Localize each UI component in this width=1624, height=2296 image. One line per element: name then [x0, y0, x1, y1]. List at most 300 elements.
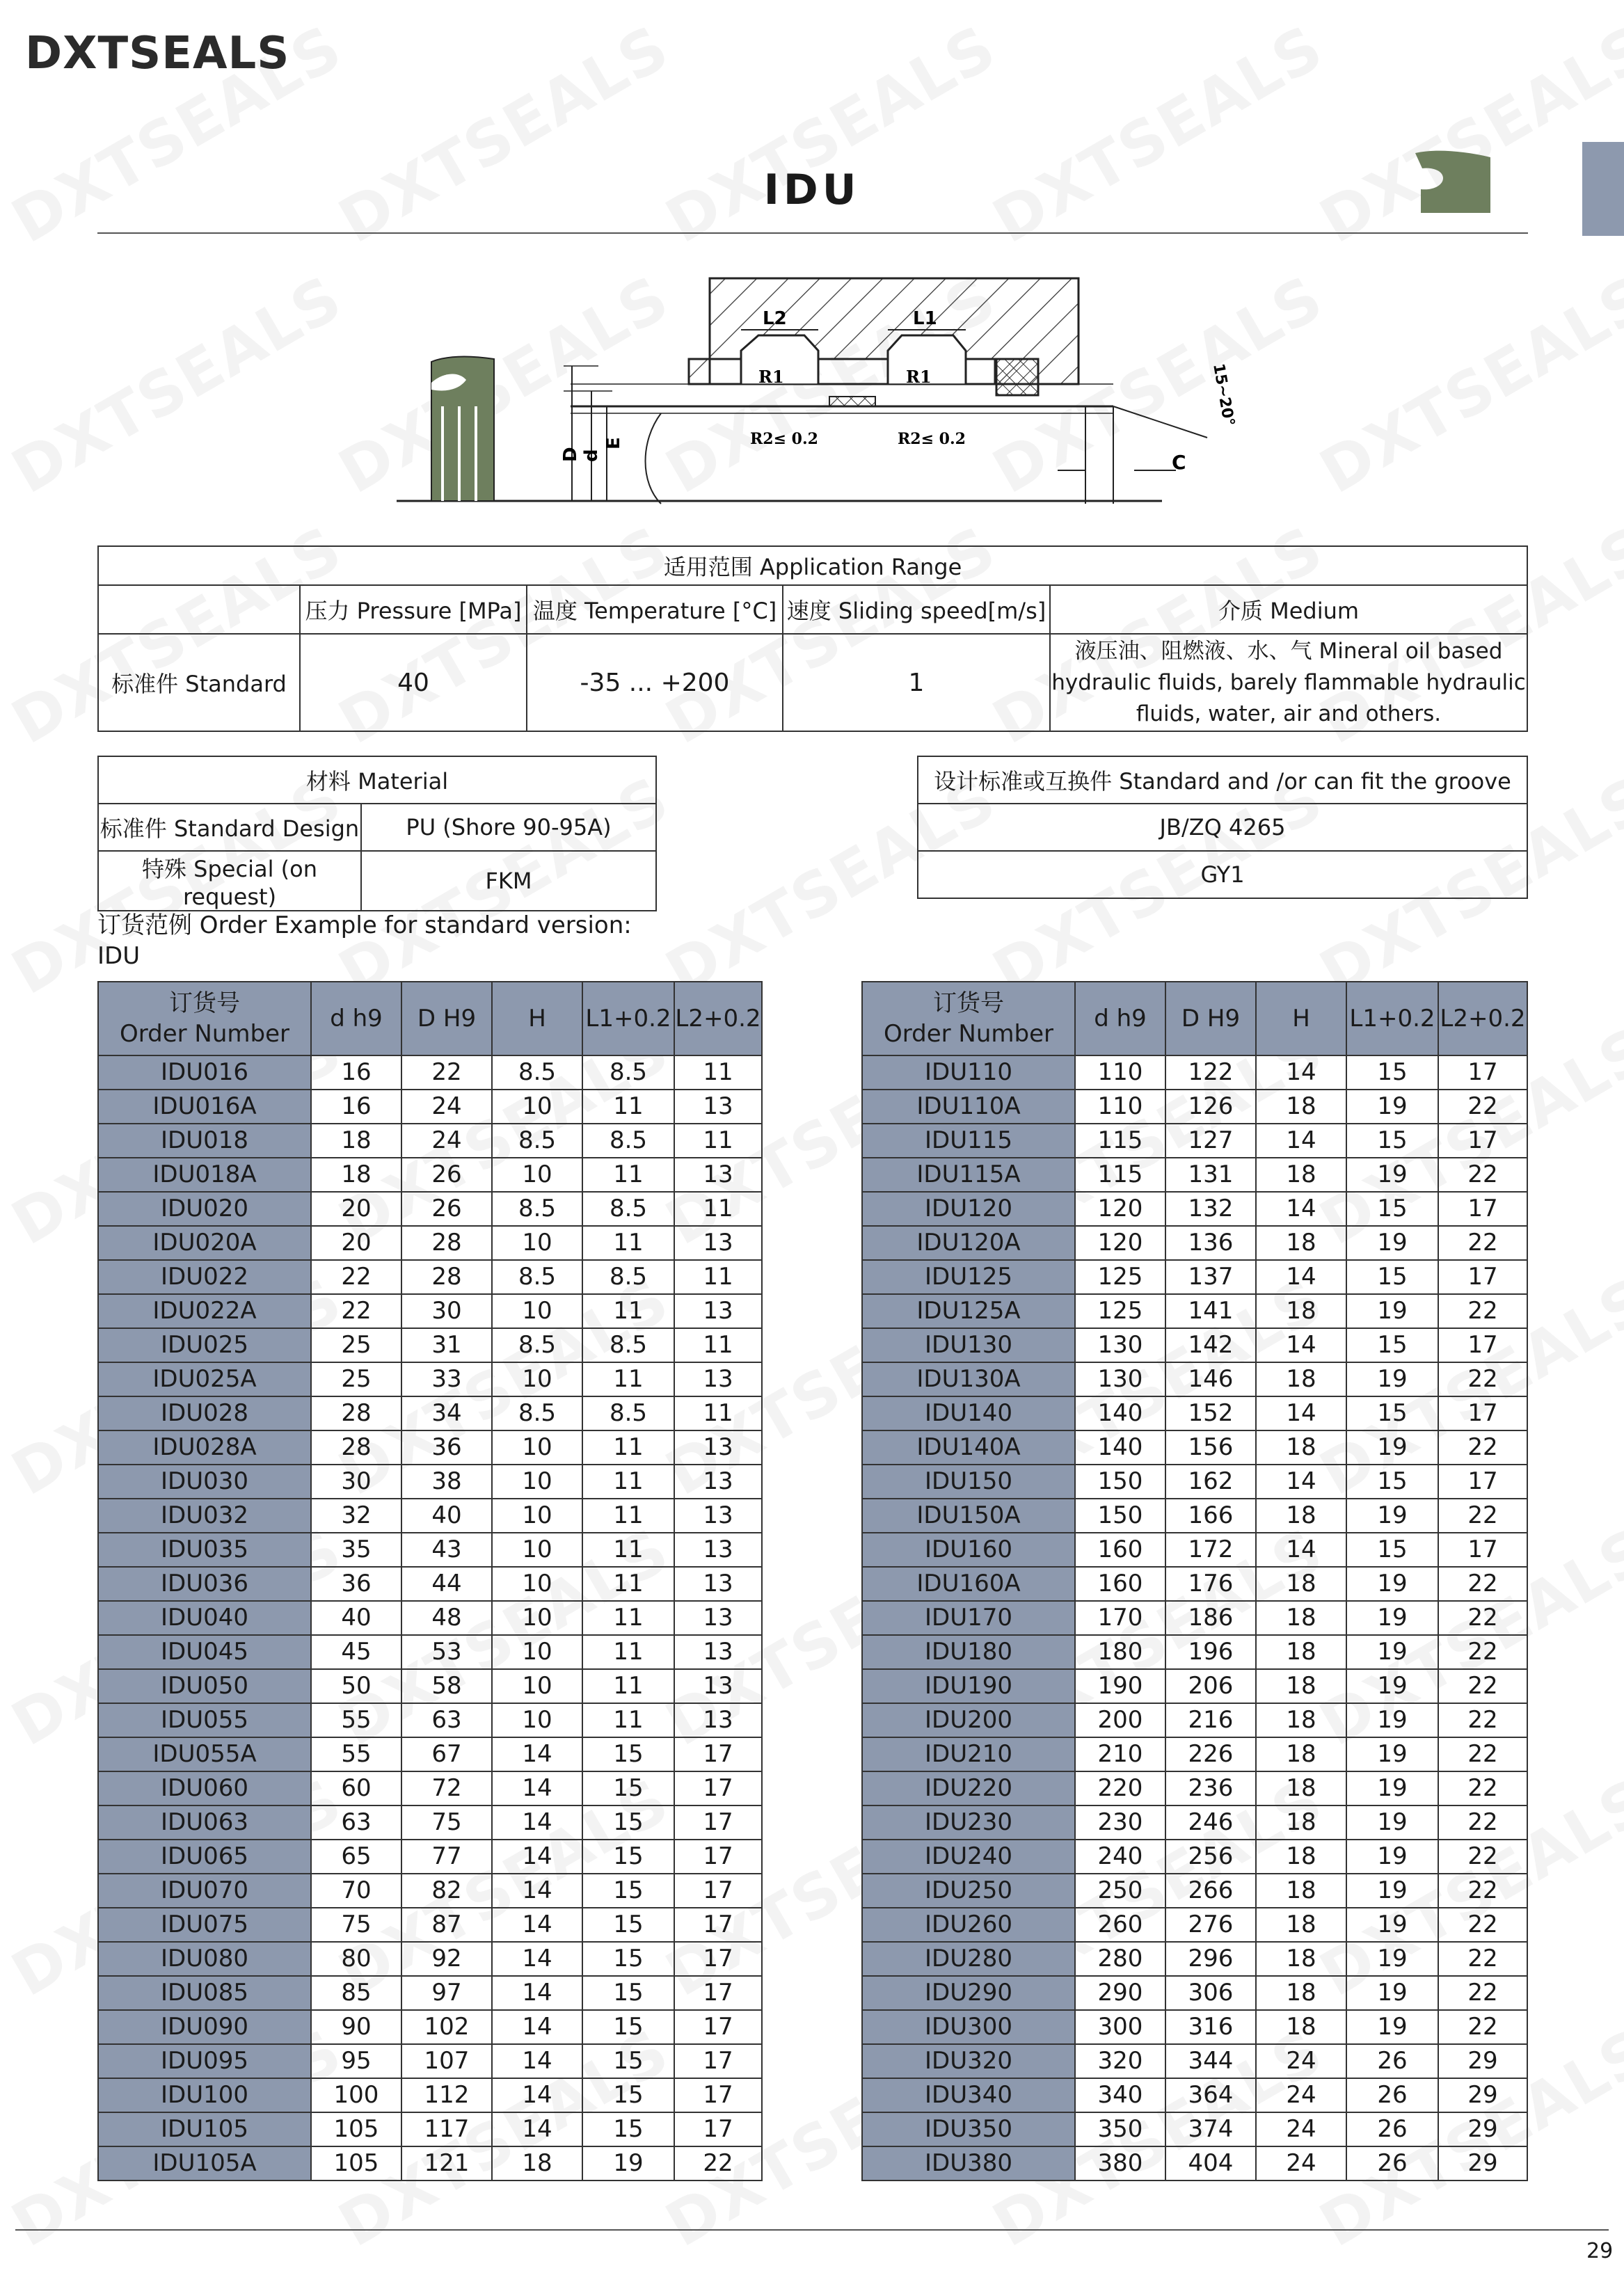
dimension-cell: 26	[1346, 2078, 1438, 2112]
col-l1-header: L1+0.2	[1346, 982, 1438, 1055]
dimension-cell: 55	[311, 1703, 401, 1737]
material-special-value: FKM	[361, 851, 656, 911]
dimension-cell: 10	[492, 1294, 582, 1328]
table-row	[98, 1090, 762, 1124]
order-number-cell: IDU055A	[98, 1737, 311, 1771]
dimension-cell: 22	[1438, 1771, 1527, 1805]
dimension-cell: 82	[401, 1874, 492, 1908]
dimension-cell: 141	[1165, 1294, 1256, 1328]
table-row	[98, 1771, 762, 1805]
order-number-header	[98, 982, 311, 1055]
dimension-cell: 11	[674, 1055, 762, 1090]
col-d-h9-header: d h9	[311, 982, 401, 1055]
table-row	[98, 1635, 762, 1669]
label-angle: 15~20°	[1209, 362, 1238, 428]
table-row	[862, 2146, 1527, 2181]
order-number-cell: IDU080	[98, 1942, 311, 1976]
dimension-cell: 14	[492, 2112, 582, 2146]
dimension-cell: 22	[1438, 1737, 1527, 1771]
material-standard-label: 标准件 Standard Design	[98, 804, 361, 851]
dimension-cell: 17	[1438, 1055, 1527, 1090]
dimension-cell: 8.5	[582, 1328, 674, 1362]
dimension-cell: 17	[674, 2044, 762, 2078]
dimension-cell: 15	[582, 1805, 674, 1840]
dimension-cell: 10	[492, 1158, 582, 1192]
table-row	[862, 1430, 1527, 1465]
dimension-cell: 11	[582, 1090, 674, 1124]
dimension-cell: 17	[1438, 1328, 1527, 1362]
dimension-cell: 344	[1165, 2044, 1256, 2078]
table-row	[862, 1635, 1527, 1669]
order-number-cell: IDU032	[98, 1499, 311, 1533]
dimension-cell: 150	[1075, 1465, 1165, 1499]
dimension-cell: 17	[674, 1737, 762, 1771]
table-row	[98, 2112, 762, 2146]
dimension-cell: 19	[1346, 1635, 1438, 1669]
dimension-cell: 172	[1165, 1533, 1256, 1567]
dimension-cell: 28	[311, 1396, 401, 1430]
dimension-cell: 130	[1075, 1362, 1165, 1396]
table-row	[98, 1942, 762, 1976]
order-number-cell: IDU260	[862, 1908, 1075, 1942]
dimension-cell: 53	[401, 1635, 492, 1669]
dimension-cell: 10	[492, 1703, 582, 1737]
table-row	[862, 1703, 1527, 1737]
dimension-cell: 180	[1075, 1635, 1165, 1669]
dimension-cell: 32	[311, 1499, 401, 1533]
dimension-cell: 97	[401, 1976, 492, 2010]
dimension-cell: 28	[311, 1430, 401, 1465]
dimension-cell: 20	[311, 1192, 401, 1226]
dimension-cell: 75	[311, 1908, 401, 1942]
dimension-cell: 8.5	[492, 1124, 582, 1158]
dimension-cell: 18	[1256, 1635, 1346, 1669]
dimension-cell: 22	[1438, 1158, 1527, 1192]
dimension-cell: 29	[1438, 2078, 1527, 2112]
dimension-cell: 18	[311, 1158, 401, 1192]
table-row	[862, 1601, 1527, 1635]
dimension-cell: 13	[674, 1362, 762, 1396]
table-row	[98, 1669, 762, 1703]
dimension-cell: 18	[1256, 1805, 1346, 1840]
table-row	[98, 1499, 762, 1533]
dimension-cell: 404	[1165, 2146, 1256, 2181]
dimension-cell: 13	[674, 1226, 762, 1260]
dimension-cell: 230	[1075, 1805, 1165, 1840]
dimension-cell: 15	[1346, 1328, 1438, 1362]
temperature-header: 温度 Temperature [°C]	[527, 585, 783, 634]
dimension-cell: 63	[401, 1703, 492, 1737]
table-row	[862, 1874, 1527, 1908]
order-number-cell: IDU380	[862, 2146, 1075, 2181]
dimension-cell: 35	[311, 1533, 401, 1567]
dimension-cell: 13	[674, 1430, 762, 1465]
table-row	[98, 1976, 762, 2010]
dimension-cell: 18	[1256, 1703, 1346, 1737]
order-number-cell: IDU030	[98, 1465, 311, 1499]
dimension-cell: 200	[1075, 1703, 1165, 1737]
dimension-cell: 8.5	[492, 1192, 582, 1226]
order-number-cell: IDU150	[862, 1465, 1075, 1499]
dimension-cell: 25	[311, 1328, 401, 1362]
dimension-cell: 206	[1165, 1669, 1256, 1703]
dimension-cell: 10	[492, 1430, 582, 1465]
material-caption: 材料 Material	[98, 756, 656, 804]
order-number-cell: IDU340	[862, 2078, 1075, 2112]
dimension-cell: 22	[1438, 1430, 1527, 1465]
dimension-cell: 350	[1075, 2112, 1165, 2146]
dimension-cell: 11	[582, 1635, 674, 1669]
dimension-cell: 22	[1438, 1090, 1527, 1124]
watermark-text	[0, 262, 354, 507]
dimension-cell: 126	[1165, 1090, 1256, 1124]
material-special-label: 特殊 Special (on request)	[98, 851, 361, 911]
dimension-cell: 142	[1165, 1328, 1256, 1362]
dimension-cell: 14	[492, 2078, 582, 2112]
table-row	[862, 1908, 1527, 1942]
dimension-cell: 75	[401, 1805, 492, 1840]
dimension-cell: 16	[311, 1090, 401, 1124]
dimension-cell: 13	[674, 1533, 762, 1567]
title-divider	[97, 232, 1528, 234]
dimension-cell: 24	[1256, 2112, 1346, 2146]
order-number-header-en: Order Number	[119, 1020, 289, 1048]
dimension-cell: 15	[1346, 1465, 1438, 1499]
dimension-cell: 10	[492, 1601, 582, 1635]
medium-header: 介质 Medium	[1050, 585, 1527, 634]
dimension-cell: 14	[492, 1942, 582, 1976]
dimension-cell: 340	[1075, 2078, 1165, 2112]
order-number-cell: IDU065	[98, 1840, 311, 1874]
dimension-cell: 19	[1346, 1874, 1438, 1908]
dimension-cell: 11	[674, 1328, 762, 1362]
dimension-cell: 17	[1438, 1124, 1527, 1158]
speed-header: 速度 Sliding speed[m/s]	[783, 585, 1050, 634]
table-row	[862, 2010, 1527, 2044]
table-row	[98, 1805, 762, 1840]
dimension-cell: 30	[311, 1465, 401, 1499]
dimension-cell: 92	[401, 1942, 492, 1976]
label-c: C	[1172, 451, 1186, 474]
temperature-value: -35 ... +200	[527, 634, 783, 731]
dimension-cell: 18	[1256, 1499, 1346, 1533]
label-r2-left: R2≤ 0.2	[750, 430, 818, 448]
table-row	[862, 1260, 1527, 1294]
order-number-cell: IDU140A	[862, 1430, 1075, 1465]
dimension-cell: 196	[1165, 1635, 1256, 1669]
dimension-cell: 17	[674, 1976, 762, 2010]
standard-table	[917, 756, 1528, 899]
dimension-cell: 276	[1165, 1908, 1256, 1942]
dimension-cell: 22	[1438, 1362, 1527, 1396]
dimension-cell: 13	[674, 1499, 762, 1533]
dimension-cell: 11	[582, 1499, 674, 1533]
table-row	[862, 1226, 1527, 1260]
page-title: IDU	[763, 166, 861, 214]
dimension-cell: 8.5	[582, 1055, 674, 1090]
dimension-cell: 8.5	[492, 1260, 582, 1294]
order-number-cell: IDU018	[98, 1124, 311, 1158]
order-example-line-1: 订货范例 Order Example for standard version:	[97, 911, 632, 939]
dimension-cell: 14	[492, 1805, 582, 1840]
dimension-cell: 22	[1438, 1669, 1527, 1703]
dimension-cell: 19	[1346, 1976, 1438, 2010]
order-number-cell: IDU060	[98, 1771, 311, 1805]
order-number-cell: IDU220	[862, 1771, 1075, 1805]
dimension-cell: 22	[1438, 1567, 1527, 1601]
dimension-cell: 115	[1075, 1158, 1165, 1192]
table-row	[862, 1669, 1527, 1703]
label-l2: L2	[763, 308, 787, 329]
order-number-cell: IDU040	[98, 1601, 311, 1635]
dimension-cell: 11	[582, 1226, 674, 1260]
dimension-cell: 22	[1438, 1840, 1527, 1874]
dimension-cell: 22	[674, 2146, 762, 2181]
dimension-cell: 18	[1256, 1874, 1346, 1908]
dimension-cell: 15	[582, 2010, 674, 2044]
dimension-cell: 18	[1256, 1669, 1346, 1703]
dimension-cell: 18	[1256, 1090, 1346, 1124]
order-number-cell: IDU110A	[862, 1090, 1075, 1124]
table-row	[98, 1703, 762, 1737]
dimension-cell: 14	[1256, 1533, 1346, 1567]
dimension-cell: 24	[1256, 2044, 1346, 2078]
dimension-cell: 24	[1256, 2146, 1346, 2181]
dimension-cell: 15	[582, 2078, 674, 2112]
order-number-cell: IDU035	[98, 1533, 311, 1567]
dimension-cell: 216	[1165, 1703, 1256, 1737]
dimension-cell: 19	[1346, 1942, 1438, 1976]
table-row	[862, 1192, 1527, 1226]
dimension-cell: 250	[1075, 1874, 1165, 1908]
standard-value-1: JB/ZQ 4265	[918, 804, 1527, 851]
order-number-cell: IDU020	[98, 1192, 311, 1226]
dimension-cell: 40	[401, 1499, 492, 1533]
pressure-value: 40	[300, 634, 527, 731]
dimension-cell: 15	[582, 1942, 674, 1976]
dimension-cell: 22	[311, 1294, 401, 1328]
table-row	[98, 2078, 762, 2112]
order-number-cell: IDU125A	[862, 1294, 1075, 1328]
speed-value: 1	[783, 634, 1050, 731]
col-h-header: H	[1256, 982, 1346, 1055]
dimension-cell: 236	[1165, 1771, 1256, 1805]
dimension-cell: 87	[401, 1908, 492, 1942]
order-number-cell: IDU016	[98, 1055, 311, 1090]
dimension-cell: 8.5	[582, 1396, 674, 1430]
dimension-cell: 306	[1165, 1976, 1256, 2010]
side-tab	[1582, 142, 1624, 236]
dimension-cell: 14	[1256, 1192, 1346, 1226]
col-D-H9-header: D H9	[401, 982, 492, 1055]
dimension-cell: 19	[1346, 1430, 1438, 1465]
dimension-cell: 140	[1075, 1396, 1165, 1430]
dimension-cell: 31	[401, 1328, 492, 1362]
table-row	[862, 1805, 1527, 1840]
order-number-cell: IDU290	[862, 1976, 1075, 2010]
dimension-cell: 18	[1256, 1430, 1346, 1465]
label-d-outer: D	[560, 447, 581, 462]
dimension-cell: 146	[1165, 1362, 1256, 1396]
dimension-cell: 13	[674, 1669, 762, 1703]
dimension-cell: 11	[582, 1158, 674, 1192]
dimension-cell: 16	[311, 1055, 401, 1090]
dimension-cell: 8.5	[582, 1192, 674, 1226]
dimension-cell: 22	[1438, 1976, 1527, 2010]
dimension-cell: 19	[1346, 1499, 1438, 1533]
dimension-cell: 15	[1346, 1533, 1438, 1567]
order-number-cell: IDU180	[862, 1635, 1075, 1669]
dimension-cell: 11	[674, 1192, 762, 1226]
dimension-cell: 17	[674, 1805, 762, 1840]
dimension-cell: 17	[1438, 1192, 1527, 1226]
dimension-cell: 15	[1346, 1260, 1438, 1294]
table-row	[862, 1055, 1527, 1090]
dimension-cell: 17	[674, 2078, 762, 2112]
dimension-cell: 130	[1075, 1328, 1165, 1362]
label-l1: L1	[913, 308, 937, 329]
order-example	[97, 910, 632, 971]
dimension-cell: 38	[401, 1465, 492, 1499]
dimension-cell: 17	[674, 1771, 762, 1805]
dimension-cell: 125	[1075, 1294, 1165, 1328]
dimension-cell: 18	[1256, 1840, 1346, 1874]
dimension-cell: 18	[1256, 1942, 1346, 1976]
dimension-cell: 43	[401, 1533, 492, 1567]
table-row	[98, 1840, 762, 1874]
order-number-cell: IDU036	[98, 1567, 311, 1601]
dimension-cell: 15	[582, 1908, 674, 1942]
dimension-cell: 17	[674, 1908, 762, 1942]
dimension-cell: 162	[1165, 1465, 1256, 1499]
dimension-cell: 18	[492, 2146, 582, 2181]
dimension-cell: 18	[1256, 1976, 1346, 2010]
dimension-cell: 18	[1256, 1362, 1346, 1396]
medium-line-1: 液压油、阻燃液、水、气 Mineral oil based	[1074, 638, 1503, 664]
dimension-cell: 34	[401, 1396, 492, 1430]
medium-value	[1050, 634, 1527, 731]
dimension-cell: 190	[1075, 1669, 1165, 1703]
dimension-cell: 11	[582, 1533, 674, 1567]
order-number-cell: IDU022A	[98, 1294, 311, 1328]
order-number-cell: IDU028A	[98, 1430, 311, 1465]
table-row	[862, 1362, 1527, 1396]
order-number-cell: IDU150A	[862, 1499, 1075, 1533]
col-d-h9-header: d h9	[1075, 982, 1165, 1055]
dimension-cell: 22	[401, 1055, 492, 1090]
order-number-cell: IDU160A	[862, 1567, 1075, 1601]
dimension-cell: 14	[1256, 1055, 1346, 1090]
dimension-cell: 25	[311, 1362, 401, 1396]
order-number-cell: IDU045	[98, 1635, 311, 1669]
order-number-cell: IDU110	[862, 1055, 1075, 1090]
dimension-cell: 22	[1438, 1635, 1527, 1669]
table-row	[98, 1124, 762, 1158]
dimension-cell: 11	[674, 1124, 762, 1158]
label-r1-left: R1	[758, 367, 784, 387]
dimension-cell: 19	[1346, 1840, 1438, 1874]
dimension-cell: 18	[311, 1124, 401, 1158]
watermark-text	[1308, 11, 1624, 257]
application-caption: 适用范围 Application Range	[98, 546, 1527, 585]
dimension-cell: 24	[401, 1090, 492, 1124]
order-number-cell: IDU050	[98, 1669, 311, 1703]
dimensions-table-left	[97, 981, 763, 2181]
dimension-cell: 70	[311, 1874, 401, 1908]
order-number-cell: IDU025	[98, 1328, 311, 1362]
dimension-cell: 136	[1165, 1226, 1256, 1260]
dimension-cell: 186	[1165, 1601, 1256, 1635]
dimension-cell: 17	[1438, 1465, 1527, 1499]
dimension-cell: 107	[401, 2044, 492, 2078]
material-table	[97, 756, 657, 911]
table-row	[862, 1328, 1527, 1362]
footer-divider	[15, 2229, 1609, 2231]
dimension-cell: 22	[1438, 1942, 1527, 1976]
order-number-cell: IDU115A	[862, 1158, 1075, 1192]
dimension-cell: 19	[1346, 1669, 1438, 1703]
dimension-cell: 8.5	[582, 1260, 674, 1294]
order-number-cell: IDU016A	[98, 1090, 311, 1124]
order-number-cell: IDU160	[862, 1533, 1075, 1567]
dimension-cell: 13	[674, 1294, 762, 1328]
dimension-cell: 13	[674, 1601, 762, 1635]
order-number-cell: IDU200	[862, 1703, 1075, 1737]
dimension-cell: 11	[582, 1362, 674, 1396]
table-row	[862, 2078, 1527, 2112]
table-row	[862, 1465, 1527, 1499]
dimension-cell: 19	[1346, 1294, 1438, 1328]
dimension-cell: 10	[492, 1226, 582, 1260]
dimension-cell: 8.5	[492, 1396, 582, 1430]
dimension-cell: 13	[674, 1465, 762, 1499]
table-row	[862, 1124, 1527, 1158]
dimension-cell: 19	[582, 2146, 674, 2181]
watermark-text	[981, 11, 1335, 257]
dimension-cell: 19	[1346, 1908, 1438, 1942]
dimension-cell: 18	[1256, 1601, 1346, 1635]
standard-value-2: GY1	[918, 851, 1527, 898]
dimension-cell: 296	[1165, 1942, 1256, 1976]
dimension-cell: 266	[1165, 1874, 1256, 1908]
table-row	[98, 1601, 762, 1635]
dimension-cell: 18	[1256, 1294, 1346, 1328]
dimension-cell: 14	[1256, 1328, 1346, 1362]
dimension-cell: 29	[1438, 2044, 1527, 2078]
dimension-cell: 11	[582, 1601, 674, 1635]
dimension-cell: 115	[1075, 1124, 1165, 1158]
table-row	[98, 1396, 762, 1430]
table-row	[862, 1942, 1527, 1976]
dimension-cell: 17	[674, 1942, 762, 1976]
dimension-cell: 112	[401, 2078, 492, 2112]
page-number: 29	[1586, 2239, 1614, 2263]
table-row	[862, 1090, 1527, 1124]
dimension-cell: 26	[401, 1158, 492, 1192]
dimension-cell: 10	[492, 1533, 582, 1567]
order-number-cell: IDU320	[862, 2044, 1075, 2078]
table-row	[98, 1737, 762, 1771]
dimension-cell: 22	[1438, 1908, 1527, 1942]
watermark-text	[654, 11, 1008, 257]
col-l2-header: L2+0.2	[1438, 982, 1527, 1055]
dimension-cell: 15	[582, 1737, 674, 1771]
dimension-cell: 15	[582, 2112, 674, 2146]
table-row	[862, 2044, 1527, 2078]
dimension-cell: 14	[1256, 1124, 1346, 1158]
dimension-cell: 8.5	[492, 1055, 582, 1090]
order-number-cell: IDU075	[98, 1908, 311, 1942]
